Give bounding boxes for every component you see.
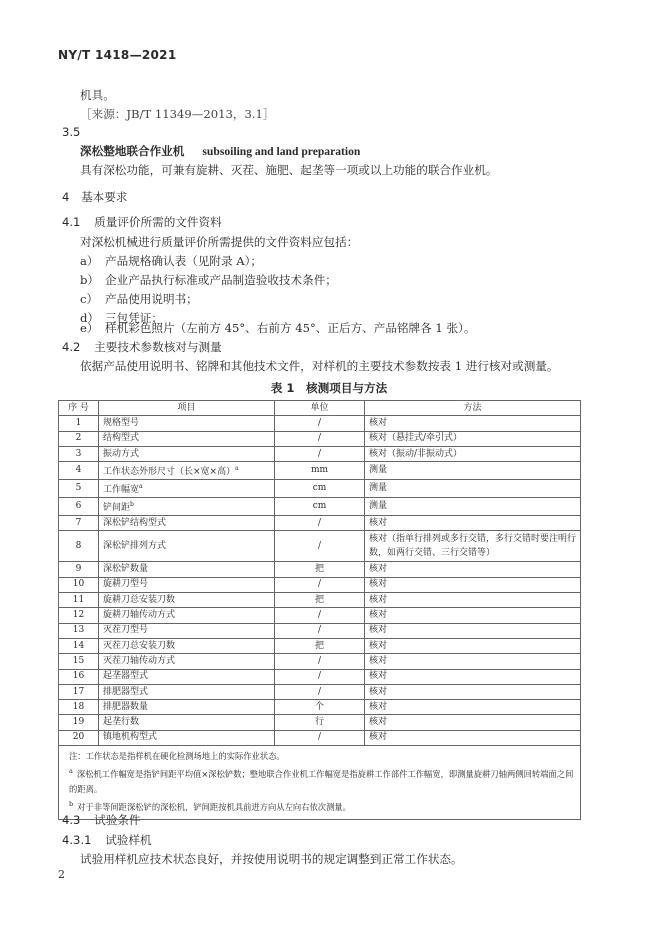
list-item-a bbox=[80, 253, 262, 269]
cell-unit: cm bbox=[275, 498, 365, 516]
table-row bbox=[59, 593, 581, 608]
header-unit: 单位 bbox=[275, 401, 365, 416]
cell-no: 11 bbox=[59, 593, 99, 608]
cell-method: 核对 bbox=[365, 577, 581, 592]
footnote-mark: a bbox=[235, 465, 239, 473]
term-cn: 深松整地联合作业机 bbox=[80, 144, 185, 158]
term-en: subsoiling and land preparation bbox=[202, 145, 361, 158]
section-4-3-1-number: 4.3.1 bbox=[62, 833, 92, 847]
cell-no: 20 bbox=[59, 730, 99, 745]
table-row bbox=[59, 623, 581, 638]
list-text: 样机彩色照片（左前方 45°、右前方 45°、正后方、产品铭牌各 1 张）。 bbox=[105, 321, 476, 335]
cell-item bbox=[99, 498, 275, 516]
table-row bbox=[59, 654, 581, 669]
cell-no: 14 bbox=[59, 638, 99, 653]
cell-item: 深松铲结构型式 bbox=[99, 516, 275, 531]
table-row bbox=[59, 638, 581, 653]
cell-method: 测量 bbox=[365, 462, 581, 480]
cell-method: 核对（悬挂式/牵引式） bbox=[365, 431, 581, 446]
table-row bbox=[59, 669, 581, 684]
cell-unit: cm bbox=[275, 480, 365, 498]
cell-item: 排肥器型式 bbox=[99, 684, 275, 699]
page-number: 2 bbox=[58, 868, 65, 881]
cell-method: 核对 bbox=[365, 715, 581, 730]
cell-method: 核对 bbox=[365, 684, 581, 699]
cell-no: 3 bbox=[59, 446, 99, 461]
list-label: d） bbox=[80, 311, 100, 325]
cell-method: 核对 bbox=[365, 669, 581, 684]
table-1 bbox=[58, 400, 581, 820]
section-4-3-1-title: 试验样机 bbox=[105, 833, 152, 847]
cell-unit: / bbox=[275, 669, 365, 684]
list-text: 产品使用说明书； bbox=[105, 292, 198, 306]
list-label: a） bbox=[80, 254, 99, 268]
source-reference: ［来源：JB/T 11349—2013，3.1］ bbox=[80, 107, 275, 121]
table-row bbox=[59, 730, 581, 745]
cell-no: 2 bbox=[59, 431, 99, 446]
previous-text: 机具。 bbox=[80, 88, 115, 102]
footnote-a bbox=[69, 764, 576, 797]
cell-no: 6 bbox=[59, 498, 99, 516]
cell-no: 19 bbox=[59, 715, 99, 730]
footnote-b-text: 对于非等间距深松铲的深松机，铲间距按机具前进方向从左向右依次测量。 bbox=[77, 801, 351, 812]
cell-no: 17 bbox=[59, 684, 99, 699]
definition-3-5: 具有深松功能，可兼有旋耕、灭茬、施肥、起垄等一项或以上功能的联合作业机。 bbox=[80, 163, 498, 177]
list-item-b bbox=[80, 272, 337, 288]
table-row bbox=[59, 416, 581, 431]
table-row bbox=[59, 715, 581, 730]
cell-unit: 把 bbox=[275, 593, 365, 608]
cell-method: 核对（振动/非振动式） bbox=[365, 446, 581, 461]
cell-item: 规格型号 bbox=[99, 416, 275, 431]
cell-no: 18 bbox=[59, 700, 99, 715]
cell-method: 核对 bbox=[365, 700, 581, 715]
table-row bbox=[59, 700, 581, 715]
footnote-a-text: 深松机工作幅宽是指铲间距平均值×深松铲数；整地联合作业机工作幅宽是指旋耕工作部件工作幅宽，即测量旋耕刀轴两侧回转端面之间的距离。 bbox=[69, 768, 574, 794]
cell-item bbox=[99, 462, 275, 480]
cell-unit: / bbox=[275, 623, 365, 638]
cell-item: 镇地机构型式 bbox=[99, 730, 275, 745]
cell-method: 核对 bbox=[365, 516, 581, 531]
table-row bbox=[59, 531, 581, 562]
cell-no: 9 bbox=[59, 562, 99, 577]
cell-no: 5 bbox=[59, 480, 99, 498]
table-notes bbox=[59, 746, 581, 820]
cell-method: 测量 bbox=[365, 480, 581, 498]
item-text: 铲间距 bbox=[103, 503, 131, 514]
table-row bbox=[59, 562, 581, 577]
table-1-caption: 表 1 核测项目与方法 bbox=[270, 381, 388, 395]
cell-item: 起垄器型式 bbox=[99, 669, 275, 684]
table-row bbox=[59, 577, 581, 592]
footnote-mark: b bbox=[130, 501, 134, 509]
footnote-b bbox=[69, 797, 576, 815]
section-4-number: 4 bbox=[62, 190, 70, 204]
standard-number: NY/T 1418—2021 bbox=[58, 48, 177, 62]
cell-unit: / bbox=[275, 608, 365, 623]
section-4-1-heading bbox=[62, 214, 222, 230]
item-text: 工作幅宽 bbox=[103, 485, 140, 496]
list-text: 三包凭证； bbox=[105, 311, 163, 325]
section-3-5-number: 3.5 bbox=[62, 125, 81, 139]
table-row bbox=[59, 498, 581, 516]
header-no: 序 号 bbox=[59, 401, 99, 416]
table-row bbox=[59, 480, 581, 498]
cell-no: 16 bbox=[59, 669, 99, 684]
header-item: 项目 bbox=[99, 401, 275, 416]
item-text: 工作状态外形尺寸（长×宽×高） bbox=[103, 467, 236, 478]
cell-method: 核对（指单行排列或多行交错，多行交错时要注明行数，如两行交错、三行交错等） bbox=[365, 531, 581, 562]
list-item-e bbox=[80, 320, 475, 336]
cell-no: 8 bbox=[59, 531, 99, 562]
section-4-1-number: 4.1 bbox=[62, 215, 81, 229]
cell-item: 起垄行数 bbox=[99, 715, 275, 730]
section-4-2-text: 依据产品使用说明书、铭牌和其他技术文件，对样机的主要技术参数按表 1 进行核对或测量。 bbox=[80, 359, 559, 373]
cell-method: 核对 bbox=[365, 593, 581, 608]
cell-item: 结构型式 bbox=[99, 431, 275, 446]
section-4-3-title: 试验条件 bbox=[94, 813, 141, 827]
cell-method: 核对 bbox=[365, 638, 581, 653]
section-4-3-heading bbox=[62, 812, 141, 828]
section-4-title: 基本要求 bbox=[81, 190, 128, 204]
cell-method: 核对 bbox=[365, 608, 581, 623]
list-text: 企业产品执行标准或产品制造验收技术条件； bbox=[105, 273, 337, 287]
table-header-row bbox=[59, 401, 581, 416]
cell-unit: 个 bbox=[275, 700, 365, 715]
section-4-1-intro: 对深松机械进行质量评价所需提供的文件资料应包括： bbox=[80, 235, 359, 249]
list-label: c） bbox=[80, 292, 99, 306]
cell-method: 核对 bbox=[365, 623, 581, 638]
cell-unit: / bbox=[275, 446, 365, 461]
cell-item: 旋耕刀轴传动方式 bbox=[99, 608, 275, 623]
list-text: 产品规格确认表（见附录 A）； bbox=[105, 254, 262, 268]
cell-no: 12 bbox=[59, 608, 99, 623]
section-4-1-title: 质量评价所需的文件资料 bbox=[94, 215, 222, 229]
cell-unit: / bbox=[275, 684, 365, 699]
cell-unit: / bbox=[275, 516, 365, 531]
table-row bbox=[59, 684, 581, 699]
cell-item: 灭茬刀型号 bbox=[99, 623, 275, 638]
cell-item: 深松铲数量 bbox=[99, 562, 275, 577]
cell-method: 核对 bbox=[365, 730, 581, 745]
section-4-3-1-text: 试验用样机应技术状态良好，并按使用说明书的规定调整到正常工作状态。 bbox=[80, 852, 463, 866]
cell-no: 13 bbox=[59, 623, 99, 638]
cell-item: 旋耕刀型号 bbox=[99, 577, 275, 592]
cell-unit: / bbox=[275, 654, 365, 669]
table-row bbox=[59, 462, 581, 480]
table-row bbox=[59, 446, 581, 461]
term-3-5 bbox=[80, 143, 360, 159]
table-row bbox=[59, 608, 581, 623]
cell-no: 4 bbox=[59, 462, 99, 480]
cell-method: 测量 bbox=[365, 498, 581, 516]
footnote-mark: a bbox=[139, 483, 143, 491]
section-4-2-title: 主要技术参数核对与测量 bbox=[94, 340, 222, 354]
cell-unit: / bbox=[275, 577, 365, 592]
cell-item: 振动方式 bbox=[99, 446, 275, 461]
cell-item: 深松铲排列方式 bbox=[99, 531, 275, 562]
cell-no: 15 bbox=[59, 654, 99, 669]
table-notes-row bbox=[59, 746, 581, 820]
note-main: 注：工作状态是指样机在硬化检测场地上的实际作业状态。 bbox=[69, 751, 285, 762]
header-method: 方法 bbox=[365, 401, 581, 416]
section-4-3-1-heading bbox=[62, 832, 152, 848]
cell-unit: / bbox=[275, 431, 365, 446]
cell-unit: / bbox=[275, 416, 365, 431]
cell-item bbox=[99, 480, 275, 498]
cell-method: 核对 bbox=[365, 654, 581, 669]
table-row bbox=[59, 431, 581, 446]
cell-no: 1 bbox=[59, 416, 99, 431]
cell-unit: / bbox=[275, 730, 365, 745]
cell-item: 旋耕刀总安装刀数 bbox=[99, 593, 275, 608]
cell-unit: 把 bbox=[275, 638, 365, 653]
footnote-b-mark: b bbox=[69, 799, 74, 808]
footnote-a-mark: a bbox=[69, 767, 73, 776]
cell-unit: 行 bbox=[275, 715, 365, 730]
cell-no: 10 bbox=[59, 577, 99, 592]
cell-unit: 把 bbox=[275, 562, 365, 577]
table-row bbox=[59, 516, 581, 531]
section-4-2-heading bbox=[62, 339, 222, 355]
cell-method: 核对 bbox=[365, 416, 581, 431]
cell-item: 排肥器数量 bbox=[99, 700, 275, 715]
cell-item: 灭茬刀轴传动方式 bbox=[99, 654, 275, 669]
list-label: e） bbox=[80, 321, 99, 335]
cell-item: 灭茬刀总安装刀数 bbox=[99, 638, 275, 653]
cell-no: 7 bbox=[59, 516, 99, 531]
cell-unit: mm bbox=[275, 462, 365, 480]
section-4-2-number: 4.2 bbox=[62, 340, 81, 354]
section-4-heading bbox=[62, 189, 127, 205]
list-item-c bbox=[80, 291, 198, 307]
cell-method: 核对 bbox=[365, 562, 581, 577]
list-label: b） bbox=[80, 273, 100, 287]
cell-unit: / bbox=[275, 531, 365, 562]
section-4-3-number: 4.3 bbox=[62, 813, 81, 827]
